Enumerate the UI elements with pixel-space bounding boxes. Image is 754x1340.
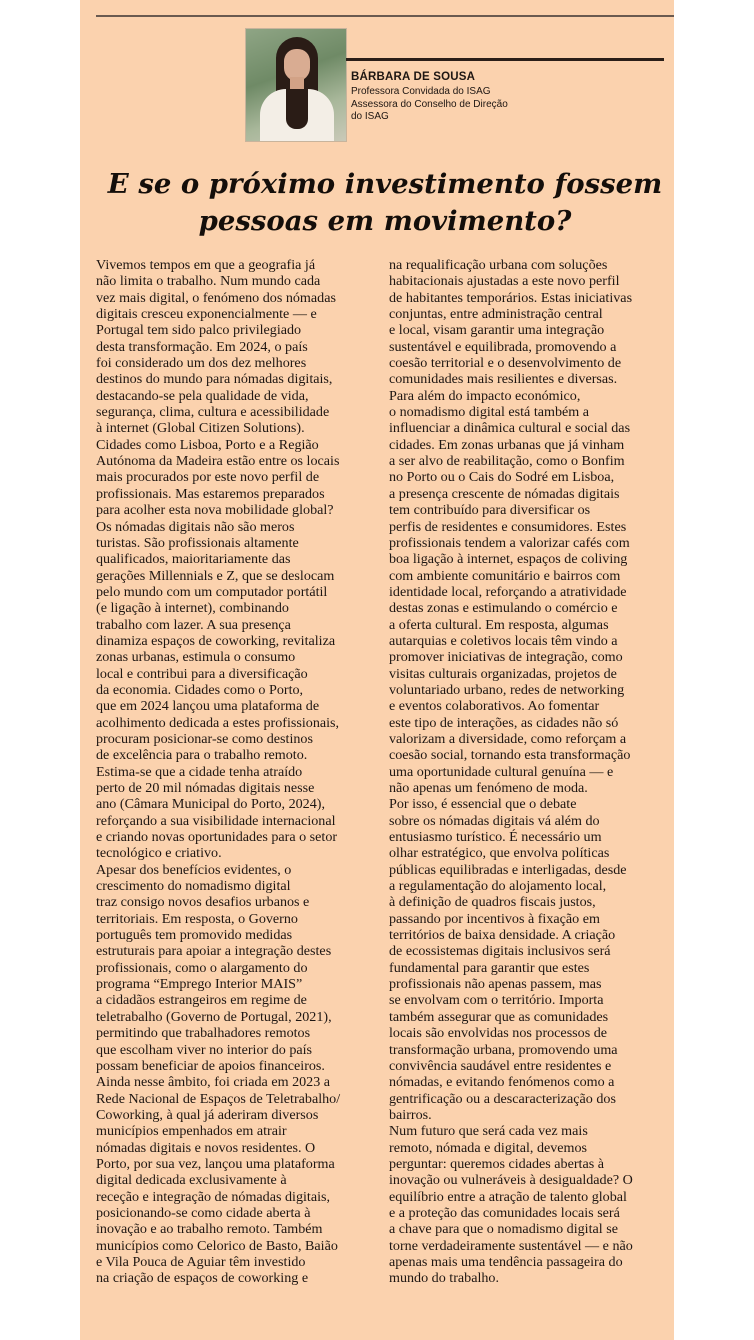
article-line: de excelência para o trabalho remoto. [96,747,308,764]
article-line: foi considerado um dos dez melhores [96,355,307,372]
article-line: torne verdadeiramente sustentável — e não [389,1237,633,1254]
article-line: a regulamentação do alojamento local, [389,878,607,895]
author-role-line: Assessora do Conselho de Direção [351,98,508,110]
article-line: de ecossistemas digitais inclusivos será [389,943,611,960]
article-line: transformação urbana, promovendo uma [389,1041,618,1058]
article-line: estruturais para apoiar a integração destes [96,943,332,960]
article-column-right [389,257,684,1287]
article-line: Cidades como Lisboa, Porto e a Região [96,436,319,453]
article-line: territórios de baixa densidade. A criação [389,927,616,944]
article-line: gerações Millennials e Z, que se deslocam [96,567,335,584]
article-line: para acolher esta nova mobilidade global? [96,502,334,519]
article-line: mundo do trabalho. [389,1270,499,1287]
article-line: teletrabalho (Governo de Portugal, 2021), [96,1008,332,1025]
article-line: Rede Nacional de Espaços de Teletrabalho/ [96,1090,341,1107]
article-line: possam beneficiar de apoios financeiros. [96,1057,325,1074]
article-line: tecnológico e criativo. [96,845,222,862]
top-divider [96,15,674,17]
article-line: turistas. São profissionais altamente [96,534,299,551]
article-line: voluntariado urbano, redes de networking [389,681,625,698]
article-line: perguntar: queremos cidades abertas à [389,1155,604,1172]
article-line: passando por incentivos à fixação em [389,910,600,927]
article-line: pelo mundo com um computador portátil [96,583,328,600]
author-photo [245,28,347,142]
article-line: reforçando a sua visibilidade internacional [96,812,336,829]
article-line: municípios empenhados em atrair [96,1123,287,1140]
article-line: uma oportunidade cultural genuína — e [389,763,614,780]
article-line: públicas equilibradas e interligadas, desde [389,861,627,878]
article-line: fundamental para garantir que estes [389,959,590,976]
article-line: segurança, clima, cultura e acessibilidade [96,404,330,421]
article-line: português tem promovido medidas [96,927,293,944]
article-line: profissionais tendem a valorizar cafés com [389,534,630,551]
article-line: Vivemos tempos em que a geografia já [96,257,316,273]
article-line: apenas mais uma tendência passageira do [389,1253,623,1270]
article-line: de habitantes temporários. Estas iniciativas [389,289,633,306]
article-line: territoriais. Em resposta, o Governo [96,910,298,927]
article-line: locais são envolvidas nos processos de [389,1025,608,1042]
article-line: vez mais digital, o fenómeno dos nómadas [96,289,336,306]
article-line: o nomadismo digital está também a [389,404,590,421]
article-line: remoto, nómada e digital, devemos [389,1139,588,1156]
author-role-line: do ISAG [351,111,389,122]
article-line: Autónoma da Madeira estão entre os locais [96,453,340,470]
article-line: Os nómadas digitais não são meros [96,518,295,535]
article-line: inovação ou vulneráveis à desigualdade? O [389,1172,633,1189]
article-line: digitais cresceu exponencialmente — e [96,306,317,323]
article-line: crescimento do nomadismo digital [96,878,291,895]
author-divider [346,58,664,61]
article-line: zonas urbanas, estimula o consumo [96,649,296,666]
article-line: não apenas um fenómeno de moda. [389,780,588,796]
article-line: destacando-se pela qualidade de vida, [96,387,309,404]
article-line: não limita o trabalho. Num mundo cada [96,273,321,290]
article-line: sustentável e equilibrada, promovendo a [389,338,617,355]
article-line: municípios como Celorico de Basto, Baião [96,1237,338,1254]
article-line: na criação de espaços de coworking e [96,1270,309,1287]
article-line: autarquias e coletivos locais têm vindo a [389,632,618,649]
article-line: comunidades mais resilientes e diversas. [389,371,618,388]
article-line: Estima-se que a cidade tenha atraído [96,763,303,780]
article-line: trabalho com lazer. A sua presença [96,616,291,633]
article-line: posicionando-se como cidade aberta à [96,1204,311,1221]
article-column-left [96,257,391,1287]
article-line: coesão territorial e o desenvolvimento de [389,355,622,372]
headline-line-2: pessoas em movimento? [198,205,572,237]
article-line: entusiasmo turístico. É necessário um [389,829,602,846]
article-line: convivência saudável entre residentes e [389,1057,612,1074]
article-line: perfis de residentes e consumidores. Estes [389,518,627,535]
article-line: identidade local, reforçando a atratividade [389,583,627,600]
article-line: profissionais não apenas passem, mas [389,976,602,993]
article-line: programa “Emprego Interior MAIS” [96,976,303,993]
article-line: e local, visam garantir uma integração [389,322,605,339]
article-line: sobre os nómadas digitais vá além do [389,812,600,829]
article-line: conjuntas, entre administração central [389,306,603,323]
article-line: digital dedicada exclusivamente à [96,1172,287,1189]
article-line: habitacionais ajustadas a este novo perfil [389,273,620,290]
article-line: à definição de quadros fiscais justos, [389,894,596,911]
article-line: a oferta cultural. Em resposta, algumas [389,616,609,633]
article-line: a cidadãos estrangeiros em regime de [96,992,307,1009]
article-line: Ainda nesse âmbito, foi criada em 2023 a [96,1074,331,1091]
article-line: olhar estratégico, que envolva políticas [389,845,610,862]
article-line: e Vila Pouca de Aguiar têm investido [96,1253,306,1270]
article-line: Apesar dos benefícios evidentes, o [96,861,292,878]
article-line: bairros. [389,1106,432,1123]
article-line: e criando novas oportunidades para o setor [96,829,338,846]
author-name: BÁRBARA DE SOUSA [351,71,476,83]
article-line: Para além do impacto económico, [389,387,581,404]
article-line: a chave para que o nomadismo digital se [389,1221,618,1238]
article-line: e eventos colaborativos. Ao fomentar [389,698,600,715]
article-line: influenciar a dinâmica cultural e social das [389,420,631,437]
article-line: gentrificação ou a descaracterização dos [389,1090,616,1107]
article-line: qualificados, maioritariamente das [96,551,291,568]
article-line: este tipo de interações, as cidades não só [389,714,619,731]
article-line: coesão social, tornando esta transformação [389,747,631,764]
article-line: destinos do mundo para nómadas digitais, [96,371,333,388]
article-line: na requalificação urbana com soluções [389,257,608,273]
article-line: equilíbrio entre a atração de talento global [389,1188,627,1205]
article-headline [96,166,674,240]
article-line: (e ligação à internet), combinando [96,600,289,617]
article-line: desta transformação. Em 2024, o país [96,338,308,355]
article-line: com ambiente comunitário e bairros com [389,567,621,584]
article-line: no Porto ou o Cais do Sodré em Lisboa, [389,469,615,486]
article-line: que em 2024 lançou uma plataforma de [96,698,320,715]
article-line: dinamiza espaços de coworking, revitaliza [96,632,336,649]
article-line: traz consigo novos desafios urbanos e [96,894,310,911]
article-line: mais procurados por este novo perfil de [96,469,320,486]
article-line: Coworking, à qual já aderiram diversos [96,1106,319,1123]
article-line: promover iniciativas de integração, como [389,649,623,666]
author-block [351,70,651,124]
headline-line-1: E se o próximo investimento fossem [107,168,663,200]
article-line: a ser alvo de reabilitação, como o Bonfim [389,453,625,470]
article-line: profissionais. Mas estaremos preparados [96,485,325,502]
article-line: destas zonas e estimulando o comércio e [389,600,618,617]
article-line: profissionais, como o alargamento do [96,959,308,976]
article-line: se envolvam com o território. Importa [389,992,604,1009]
article-line: tem contribuído para diversificar os [389,502,591,519]
article-line: Por isso, é essencial que o debate [389,796,577,813]
article-line: e a proteção das comunidades locais será [389,1204,620,1221]
article-line: também assegurar que as comunidades [389,1008,609,1025]
article-line: perto de 20 mil nómadas digitais nesse [96,780,315,796]
article-line: Portugal tem sido palco privilegiado [96,322,302,339]
article-line: local e contribui para a diversificação [96,665,308,682]
article-line: acolhimento dedicada a estes profissionais, [96,714,340,731]
article-line: cidades. Em zonas urbanas que já vinham [389,436,625,453]
article-line: a presença crescente de nómadas digitais [389,485,620,502]
article-line: receção e integração de nómadas digitais, [96,1188,330,1205]
article-line: à internet (Global Citizen Solutions). [96,420,305,437]
article-line: inovação e ao trabalho remoto. Também [96,1221,323,1238]
article-line: da economia. Cidades como o Porto, [96,681,304,698]
article-line: ano (Câmara Municipal do Porto, 2024), [96,796,325,813]
article-line: valorizam a diversidade, como reforçam a [389,730,627,747]
article-line: procuram posicionar-se como destinos [96,730,313,747]
article-line: nómadas, e evitando fenómenos como a [389,1074,615,1091]
author-role-line: Professora Convidada do ISAG [351,86,491,97]
article-line: visitas culturais organizadas, projetos de [389,665,617,682]
article-line: Num futuro que será cada vez mais [389,1123,588,1140]
article-line: Porto, por sua vez, lançou uma plataforma [96,1155,335,1172]
article-line: que escolham viver no interior do país [96,1041,313,1058]
article-line: permitindo que trabalhadores remotos [96,1025,311,1042]
article-line: nómadas digitais e novos residentes. O [96,1139,316,1156]
article-line: boa ligação à internet, espaços de coliving [389,551,628,568]
author-photo-top [286,89,308,129]
